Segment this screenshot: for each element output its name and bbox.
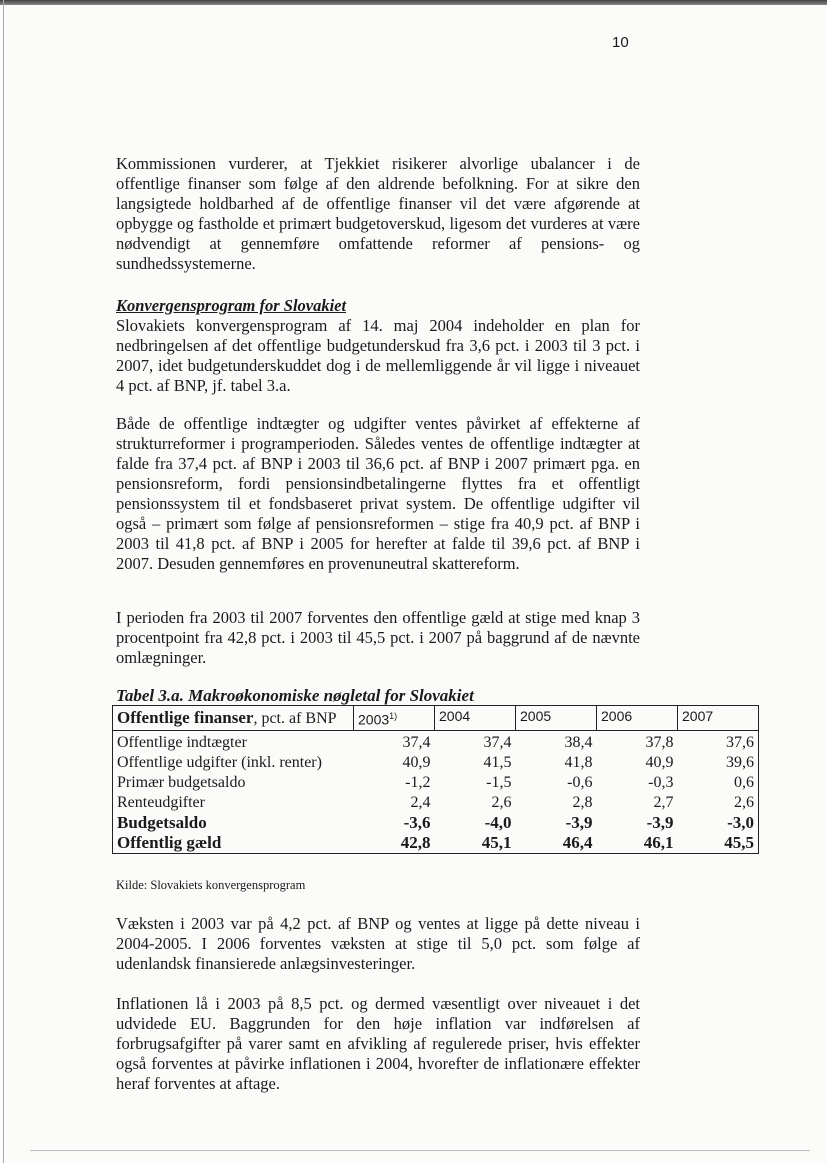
table-cell: 40,9 [402,753,431,771]
table-cell: 2,4 [410,793,431,811]
table-cell: 37,4 [483,733,512,751]
scan-top-border [0,0,827,5]
table-cell: 45,1 [435,833,516,854]
table-cell: 2,7 [653,793,674,811]
table-cell: 2,6 [491,793,512,811]
table-cell: 39,6 [678,753,759,773]
table-row [113,813,759,833]
row-label: Budgetsaldo [113,813,354,833]
table-cell: 38,4 [564,733,593,751]
table-cell: -3,9 [646,812,674,832]
table-cell: 37,4 [402,733,431,751]
table-cell: -0,3 [648,773,674,791]
paragraph-vaekst: Væksten i 2003 var på 4,2 pct. af BNP og ventes at ligge på dette niveau i 2004-2005. I 2006 forventes væksten at stige til 5,0 pct. som følge af udenlandsk finansierede anlægsinvesteringer. [116,914,640,973]
table-cell: -3,0 [678,813,759,833]
table-cell: -3,9 [565,812,593,832]
table-caption: Tabel 3.a. Makroøkonomiske nøgletal for Slovakiet [116,686,474,705]
table-cell: -3,6 [403,812,431,832]
row-label: Offentlige indtægter [113,730,354,753]
year-header: 2006 [597,706,678,731]
table-row [113,773,759,793]
table-cell: -4,0 [484,812,512,832]
year-header: 2004 [435,706,516,731]
row-label: Primær budgetsaldo [113,773,354,793]
year-header: 2007 [678,706,759,731]
row-label: Offentlige udgifter (inkl. renter) [113,753,354,773]
table-row [113,793,759,813]
table-header-row [113,706,759,731]
table-cell: 37,8 [645,733,674,751]
scan-left-border [3,0,4,1163]
paragraph-indtaegter: Både de offentlige indtægter og udgifter ventes påvirket af effekterne af strukturreformer i programperioden. Således ventes de offentlige indtægter at falde fra 37,4 pct. af BNP i 2003 til 36,6 pct. af BNP i 2007 primært pga. en pensionsreform, fordi pensionsindbetalingerne flyttes fra et offentligt pensionssystem til et fondsbaseret privat system. De offentlige udgifter vil også – primært som følge af pensionsreformen – stige fra 40,9 pct. af BNP i 2003 til 41,8 pct. af BNP i 2005 for herefter at falde til 39,6 pct. af BNP i 2007. Desuden gennemføres en provenuneutral skattereform. [116,414,640,573]
paragraph-tjekkiet: Kommissionen vurderer, at Tjekkiet risikerer alvorlige ubalancer i de offentlige finanser som følge af den aldrende befolkning. For at sikre den langsigtede holdbarhed af de offentlige finanser vil det være afgørende at opbygge og fastholde et primært budgetoverskud, ligesom det vurderes at være nødvendigt at gennemføre omfattende reformer af pensions- og sundhedssystemerne. [116,154,640,273]
table-cell: -1,5 [486,773,512,791]
section-heading: Konvergensprogram for Slovakiet [116,296,347,315]
page-number: 10 [612,34,629,51]
table-cell: 37,6 [678,730,759,753]
table-cell: 45,5 [678,833,759,854]
table-source: Kilde: Slovakiets konvergensprogram [116,878,306,892]
table-cell: 2,8 [572,793,593,811]
table-cell: -0,6 [567,773,593,791]
table-row [113,833,759,854]
table-cell: 46,4 [516,833,597,854]
table-cell: -1,2 [405,773,431,791]
scan-bottom-border [30,1150,810,1151]
row-label: Offentlig gæld [113,833,354,854]
table-cell: 46,1 [597,833,678,854]
year-header: 2003$^{1)}$ [354,706,435,731]
paragraph-inflation: Inflationen lå i 2003 på 8,5 pct. og dermed væsentligt over niveauet i det udvidede EU. Baggrunden for den høje inflation var indførelsen af forbrugsafgifter på varer samt en afvikling af regulerede priser, hvis effekter også forventes at påvirke inflationen i 2004, hvorefter de inflationære effekter heraf forventes at aftage. [116,994,640,1093]
table-cell: 0,6 [678,773,759,793]
paragraph-gaeld: I perioden fra 2003 til 2007 forventes den offentlige gæld at stige med knap 3 procentpoint fra 42,8 pct. i 2003 til 45,5 pct. i 2007 på baggrund af de nævnte omlægninger. [116,608,640,667]
table-row [113,730,759,753]
table-row [113,753,759,773]
macro-table [112,705,759,854]
year-header: 2005 [516,706,597,731]
table-cell: 41,8 [564,753,593,771]
row-label: Renteudgifter [113,793,354,813]
table-cell: 42,8 [354,833,435,854]
paragraph-konvergensprogram: Slovakiets konvergensprogram af 14. maj 2004 indeholder en plan for nedbringelsen af det offentlige budgetunderskud fra 3,6 pct. i 2003 til 3 pct. i 2007, idet budgetunderskuddet dog i de mellemliggende år vil ligge i niveauet 4 pct. af BNP, jf. tabel 3.a. [116,316,640,395]
table-header-label: Offentlige finanser, pct. af BNP [113,706,354,731]
table-cell: 2,6 [678,793,759,813]
table-cell: 40,9 [645,753,674,771]
table-cell: 41,5 [483,753,512,771]
